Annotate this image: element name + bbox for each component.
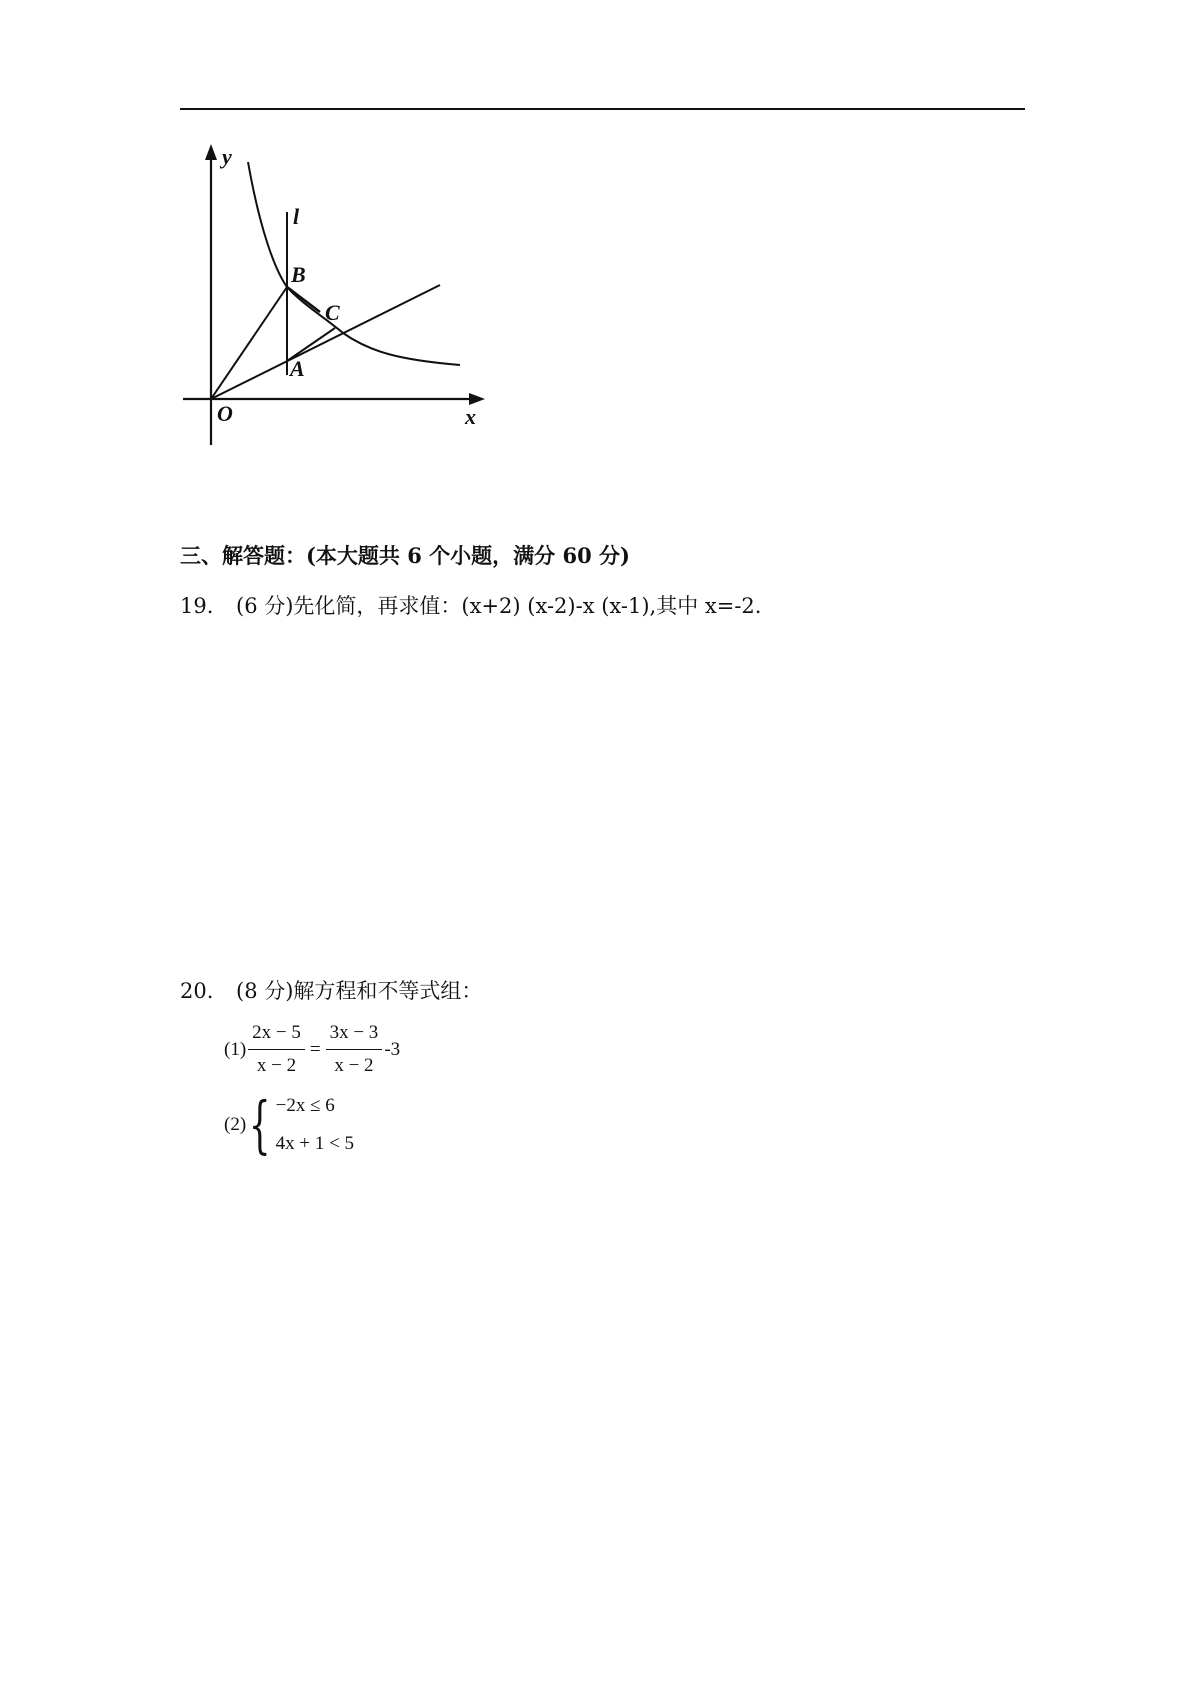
part-label: (2) — [224, 1114, 247, 1135]
rhs-denominator: x − 2 — [334, 1055, 374, 1076]
hyperbola-curve — [248, 162, 460, 365]
inequality-line-1: −2x ≤ 6 — [275, 1095, 335, 1116]
section-heading: 三、解答题：(本大题共 6 个小题，满分 60 分) — [180, 543, 630, 568]
x-axis-label: x — [465, 404, 476, 429]
point-c-label: C — [325, 300, 340, 325]
rhs-fraction — [326, 1022, 383, 1077]
part-label: (1) — [224, 1038, 247, 1060]
header-rule — [180, 108, 1025, 110]
inequality-line-2: 4x + 1 < 5 — [275, 1133, 355, 1154]
lhs-denominator: x − 2 — [256, 1055, 297, 1076]
coordinate-figure — [175, 140, 495, 450]
lhs-fraction — [248, 1022, 305, 1077]
question-number: 19. — [180, 594, 214, 618]
system-brace: { — [249, 1088, 271, 1161]
y-axis-label: y — [222, 144, 232, 169]
question-number: 20. — [180, 979, 214, 1003]
y-axis-arrow — [205, 144, 217, 160]
question-text: (8 分)解方程和不等式组： — [236, 979, 483, 1003]
rhs-numerator: 3x − 3 — [326, 1022, 383, 1050]
point-a-label: A — [290, 356, 305, 381]
figure-svg — [175, 140, 495, 450]
question-20 — [180, 975, 482, 1005]
point-b-label: B — [291, 262, 306, 287]
equation-part-1 — [224, 1022, 400, 1077]
inequality-lines — [276, 1095, 354, 1155]
inequality-system-part-2 — [224, 1088, 355, 1161]
question-text: (6 分)先化简，再求值：(x+2) (x-2)-x (x-1),其中 x=-2. — [236, 594, 762, 618]
equals-sign: = — [309, 1038, 321, 1060]
segment-ob — [211, 287, 287, 399]
question-19 — [180, 590, 761, 620]
origin-label: O — [217, 401, 233, 426]
rhs-tail: -3 — [384, 1038, 401, 1060]
lhs-numerator: 2x − 5 — [248, 1022, 305, 1050]
segment-bc — [287, 287, 320, 312]
line-l-label: l — [293, 204, 300, 229]
